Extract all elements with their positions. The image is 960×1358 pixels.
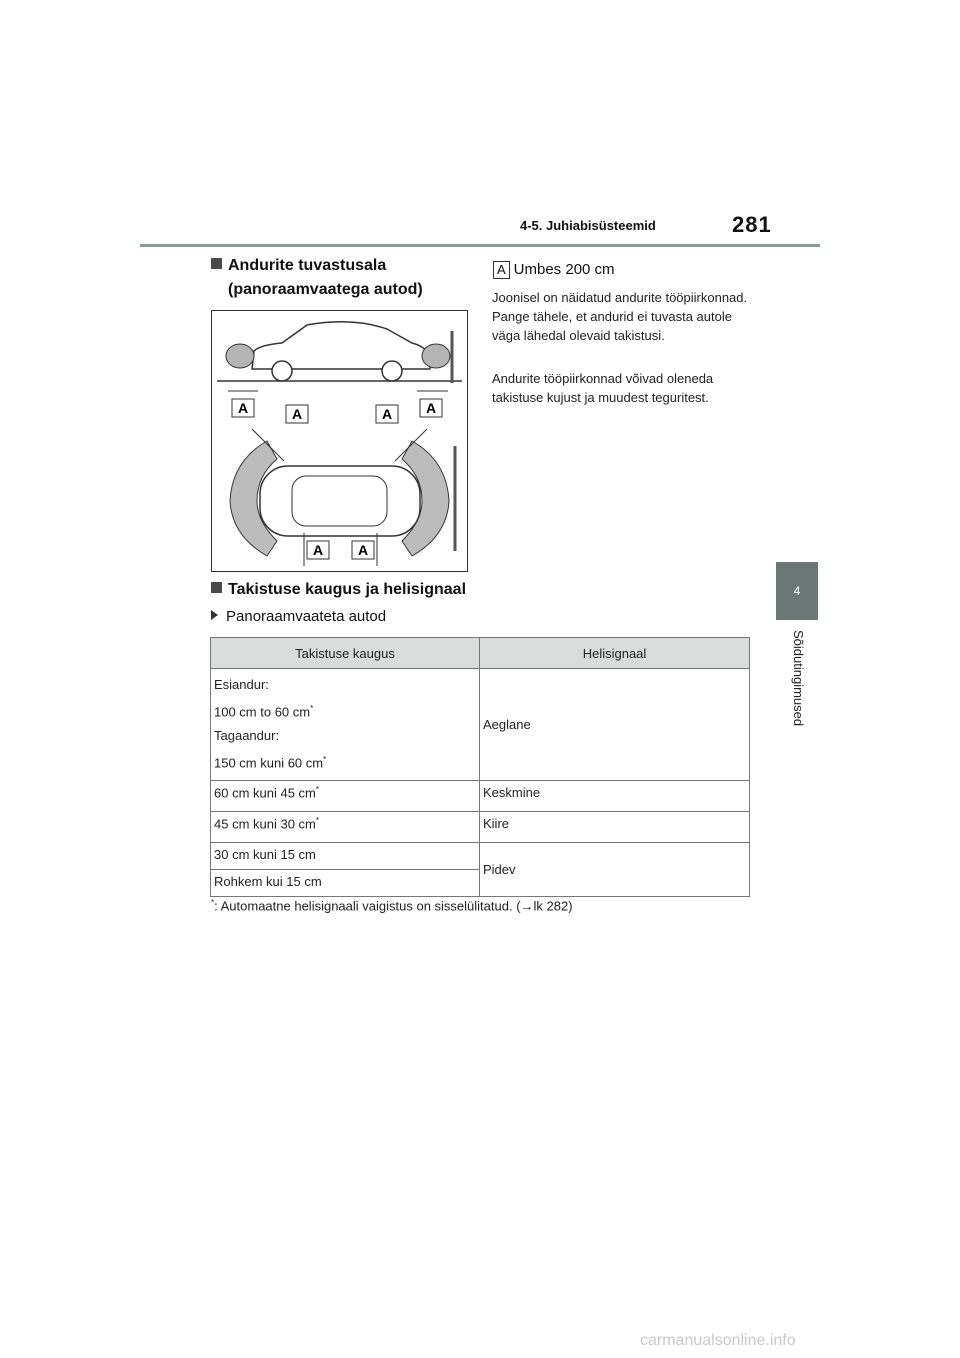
table-cell: Kiire bbox=[480, 811, 750, 842]
table-row bbox=[211, 842, 750, 869]
chapter-tab: 4 bbox=[776, 562, 818, 620]
label-a-5: A bbox=[312, 542, 324, 558]
label-a-6: A bbox=[357, 542, 369, 558]
label-a-2: A bbox=[291, 406, 303, 422]
square-bullet-icon bbox=[211, 258, 222, 269]
table-cell: Pidev bbox=[480, 842, 750, 896]
subheading-no-panoramic: Panoraamvaateta autod bbox=[211, 608, 386, 625]
watermark: carmanualsonline.info bbox=[640, 1332, 796, 1349]
sensor-range-heading: Andurite tuvastusala (panoraamvaatega autod) bbox=[211, 254, 423, 302]
sensor-diagram bbox=[212, 311, 467, 571]
table-row bbox=[211, 780, 750, 811]
square-bullet-icon bbox=[211, 582, 222, 593]
table-cell: 60 cm kuni 45 cm* bbox=[211, 780, 480, 811]
chapter-label: Sõidutingimused bbox=[791, 630, 806, 727]
distance-signal-table bbox=[210, 637, 750, 897]
table-cell: 30 cm kuni 15 cm bbox=[211, 842, 480, 869]
table-row bbox=[211, 811, 750, 842]
footnote: *: Automaatne helisignaali vaigistus on sisselülitatud. (→lk 282) bbox=[211, 898, 573, 914]
sensor-range-figure bbox=[211, 310, 468, 572]
a-marker: A bbox=[493, 261, 510, 279]
paragraph-sensor-areas: Joonisel on näidatud andurite tööpiirkonnad. Pange tähele, et andurid ei tuvasta autole väga lähedal olevaid takistusi. bbox=[492, 290, 748, 343]
table-cell: Keskmine bbox=[480, 780, 750, 811]
table-cell: 45 cm kuni 30 cm* bbox=[211, 811, 480, 842]
header-divider bbox=[140, 244, 820, 247]
table-cell: Esiandur: 100 cm to 60 cm* Tagaandur: 150 cm kuni 60 cm* bbox=[211, 669, 480, 781]
table-header-row bbox=[211, 638, 750, 669]
label-a-4: A bbox=[425, 400, 437, 416]
table-row bbox=[211, 669, 750, 781]
header-distance: Takistuse kaugus bbox=[211, 638, 480, 669]
label-a-3: A bbox=[381, 406, 393, 422]
section-title: 4-5. Juhiabisüsteemid bbox=[520, 218, 656, 233]
note-a-text: Umbes 200 cm bbox=[513, 261, 615, 278]
page-number: 281 bbox=[732, 212, 772, 237]
note-a bbox=[493, 261, 615, 279]
label-a-1: A bbox=[237, 400, 249, 416]
header-signal: Helisignaal bbox=[480, 638, 750, 669]
table-cell: Rohkem kui 15 cm bbox=[211, 869, 480, 896]
distance-heading: Takistuse kaugus ja helisignaal bbox=[211, 578, 466, 602]
paragraph-sensor-factors: Andurite tööpiirkonnad võivad oleneda takistuse kujust ja muudest teguritest. bbox=[492, 371, 714, 405]
table-cell: Aeglane bbox=[480, 669, 750, 781]
triangle-bullet-icon bbox=[211, 610, 218, 620]
